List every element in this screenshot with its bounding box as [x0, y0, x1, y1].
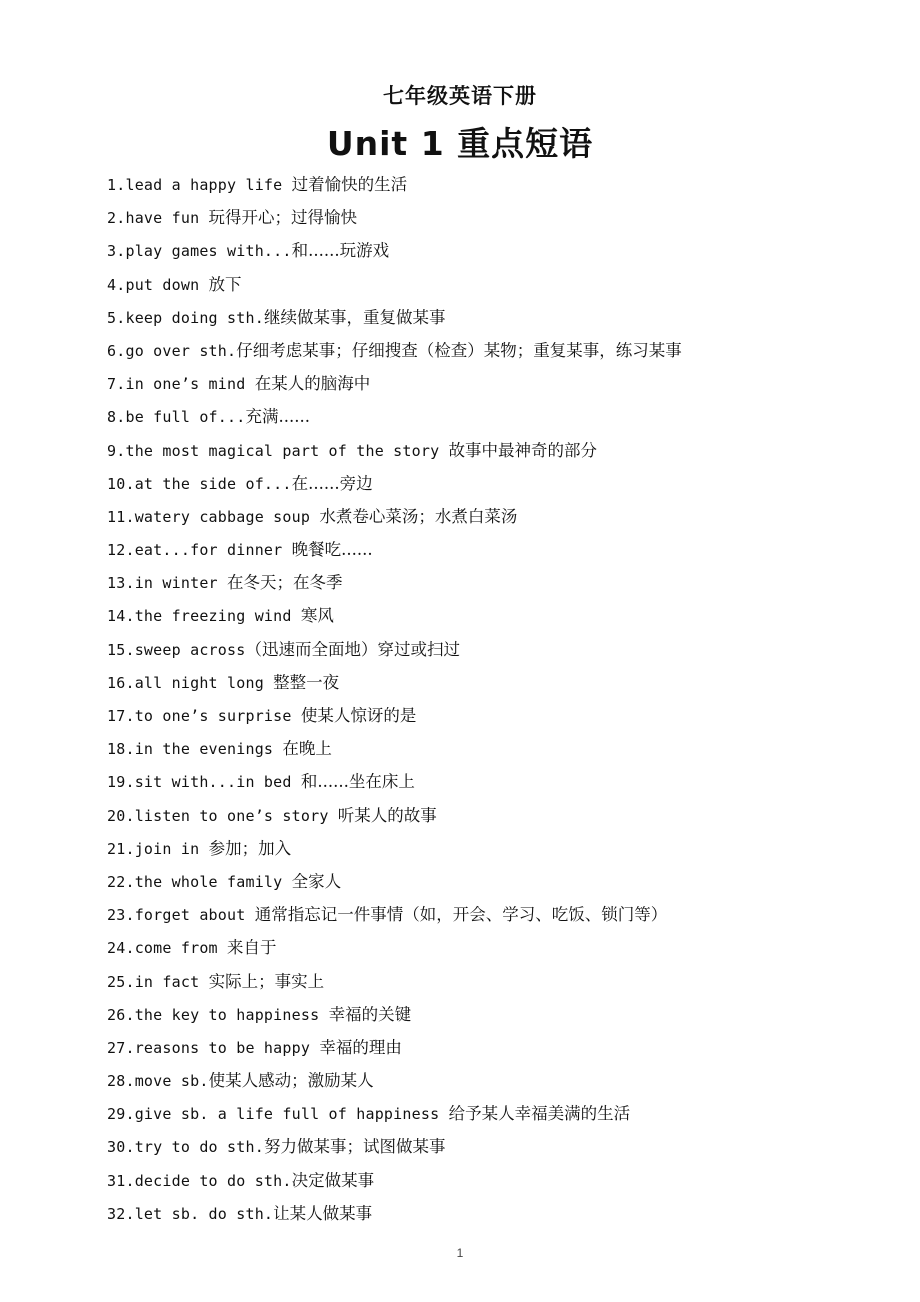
- phrase-english: join in: [134, 839, 209, 858]
- phrase-item: [107, 268, 887, 301]
- phrase-number: 30.: [107, 1138, 135, 1157]
- phrase-chinese: 整整一夜: [273, 672, 340, 692]
- phrase-english: give sb. a life full of happiness: [134, 1105, 449, 1124]
- phrase-number: 31.: [107, 1171, 135, 1190]
- phrase-number: 32.: [107, 1204, 135, 1223]
- phrase-chinese: 给予某人幸福美满的生活: [448, 1104, 631, 1124]
- phrase-english: have fun: [125, 209, 209, 228]
- phrase-item: [107, 434, 887, 467]
- phrase-english: move sb.: [134, 1072, 209, 1091]
- phrase-number: 21.: [107, 839, 135, 858]
- phrase-chinese: 使某人感动；激励某人: [208, 1071, 374, 1091]
- phrase-number: 22.: [107, 872, 135, 891]
- phrase-chinese: 在某人的脑海中: [254, 374, 371, 394]
- phrase-number: 16.: [107, 673, 135, 692]
- phrase-item: [107, 201, 887, 234]
- phrase-number: 14.: [107, 607, 135, 626]
- phrase-chinese: 仔细考虑某事；仔细搜查（检查）某物；重复某事，练习某事: [236, 340, 682, 360]
- phrase-number: 12.: [107, 541, 135, 560]
- phrase-english: sit with...in bed: [134, 773, 301, 792]
- phrase-chinese: （迅速而全面地）穿过或扫过: [245, 639, 460, 659]
- phrase-number: 27.: [107, 1038, 135, 1057]
- phrase-item: [107, 666, 887, 699]
- phrase-english: in the evenings: [134, 740, 283, 759]
- phrase-english: reasons to be happy: [134, 1038, 320, 1057]
- phrase-item: [107, 1130, 887, 1163]
- phrase-item: [107, 832, 887, 865]
- phrase-item: [107, 1064, 887, 1097]
- phrase-chinese: 参加；加入: [208, 838, 292, 858]
- phrase-english: the most magical part of the story: [125, 441, 449, 460]
- phrase-chinese: 使某人惊讶的是: [300, 706, 417, 725]
- phrase-chinese: 晚餐吃......: [291, 540, 373, 560]
- phrase-english: sweep across: [134, 640, 246, 659]
- phrase-list: [107, 168, 887, 1230]
- phrase-english: all night long: [134, 673, 274, 692]
- phrase-item: [107, 1031, 887, 1064]
- phrase-item: [107, 599, 887, 632]
- phrase-item: [107, 765, 887, 798]
- phrase-chinese: 努力做某事；试图做某事: [263, 1137, 446, 1157]
- phrase-number: 3.: [107, 242, 126, 261]
- phrase-chinese: 寒风: [300, 606, 334, 626]
- phrase-number: 10.: [107, 474, 135, 493]
- phrase-english: in fact: [134, 972, 209, 991]
- phrase-number: 17.: [107, 707, 135, 725]
- phrase-english: the freezing wind: [134, 607, 301, 626]
- phrase-number: 15.: [107, 640, 135, 659]
- phrase-chinese: 幸福的关键: [328, 1004, 412, 1024]
- phrase-number: 25.: [107, 972, 135, 991]
- phrase-number: 1.: [107, 176, 126, 194]
- phrase-english: try to do sth.: [134, 1138, 264, 1157]
- phrase-number: 19.: [107, 773, 135, 792]
- phrase-chinese: 来自于: [227, 938, 277, 958]
- phrase-chinese: 水煮卷心菜汤；水煮白菜汤: [319, 506, 518, 526]
- phrase-english: the whole family: [134, 872, 292, 891]
- phrase-item: [107, 467, 887, 500]
- phrase-english: in winter: [134, 574, 228, 593]
- phrase-chinese: 继续做某事，重复做某事: [263, 307, 446, 327]
- phrase-english: go over sth.: [125, 341, 237, 360]
- phrase-chinese: 和......坐在床上: [300, 772, 415, 792]
- phrase-item: [107, 633, 887, 666]
- phrase-number: 6.: [107, 341, 126, 360]
- phrase-chinese: 在晚上: [282, 739, 332, 759]
- phrase-english: forget about: [134, 906, 255, 925]
- phrase-number: 2.: [107, 209, 126, 228]
- phrase-item: [107, 400, 887, 433]
- phrase-item: [107, 931, 887, 964]
- phrase-chinese: 在冬天；在冬季: [227, 573, 343, 593]
- phrase-item: [107, 234, 887, 267]
- phrase-item: [107, 998, 887, 1031]
- phrase-english: to one’s surprise: [134, 707, 301, 725]
- phrase-english: lead a happy life: [125, 176, 292, 194]
- phrase-item: [107, 533, 887, 566]
- phrase-number: 4.: [107, 275, 126, 294]
- phrase-english: let sb. do sth.: [134, 1204, 274, 1223]
- phrase-number: 26.: [107, 1005, 135, 1024]
- page-number: 1: [456, 1246, 464, 1260]
- phrase-item: [107, 898, 887, 931]
- phrase-item: [107, 1164, 887, 1197]
- phrase-english: keep doing sth.: [125, 308, 264, 327]
- phrase-english: watery cabbage soup: [134, 507, 320, 526]
- phrase-number: 11.: [107, 507, 135, 526]
- phrase-item: [107, 500, 887, 533]
- phrase-chinese: 实际上；事实上: [208, 971, 325, 991]
- phrase-chinese: 通常指忘记一件事情（如，开会、学习、吃饭、锁门等）: [254, 905, 668, 925]
- phrase-item: [107, 1097, 887, 1130]
- phrase-chinese: 全家人: [291, 871, 342, 891]
- phrase-item: [107, 965, 887, 998]
- phrase-english: eat...for dinner: [134, 541, 292, 560]
- phrase-english: put down: [125, 275, 209, 294]
- phrase-english: come from: [134, 939, 228, 958]
- phrase-chinese: 幸福的理由: [319, 1037, 402, 1057]
- phrase-number: 18.: [107, 740, 135, 759]
- phrase-item: [107, 334, 887, 367]
- phrase-number: 9.: [107, 441, 126, 460]
- phrase-english: decide to do sth.: [134, 1171, 292, 1190]
- phrase-english: in one’s mind: [125, 375, 255, 394]
- phrase-number: 20.: [107, 806, 135, 825]
- phrase-item: [107, 301, 887, 334]
- phrase-item: [107, 699, 887, 732]
- phrase-english: listen to one’s story: [134, 806, 338, 825]
- phrase-number: 13.: [107, 574, 135, 593]
- phrase-chinese: 在......旁边: [291, 473, 373, 493]
- phrase-chinese: 玩得开心；过得愉快: [208, 208, 358, 228]
- phrase-chinese: 充满......: [245, 407, 310, 427]
- phrase-number: 7.: [107, 375, 126, 394]
- phrase-english: at the side of...: [134, 474, 292, 493]
- phrase-chinese: 和......玩游戏: [291, 241, 390, 261]
- phrase-item: [107, 168, 887, 201]
- phrase-number: 24.: [107, 939, 135, 958]
- phrase-item: [107, 566, 887, 599]
- phrase-number: 8.: [107, 408, 126, 427]
- phrase-chinese: 听某人的故事: [337, 805, 437, 825]
- phrase-chinese: 故事中最神奇的部分: [448, 440, 598, 460]
- phrase-number: 5.: [107, 308, 126, 327]
- phrase-english: the key to happiness: [134, 1005, 329, 1024]
- document-subtitle: 七年级英语下册: [383, 84, 537, 108]
- phrase-chinese: 过着愉快的生活: [291, 175, 408, 194]
- phrase-chinese: 让某人做某事: [273, 1203, 373, 1223]
- phrase-item: [107, 799, 887, 832]
- phrase-item: [107, 367, 887, 400]
- phrase-number: 23.: [107, 906, 135, 925]
- phrase-item: [107, 732, 887, 765]
- phrase-item: [107, 865, 887, 898]
- phrase-number: 28.: [107, 1072, 135, 1091]
- phrase-chinese: 决定做某事: [291, 1170, 375, 1190]
- phrase-chinese: 放下: [208, 274, 242, 294]
- phrase-item: [107, 1197, 887, 1230]
- phrase-english: be full of...: [125, 408, 246, 427]
- phrase-english: play games with...: [125, 242, 292, 261]
- document-title: Unit 1 重点短语: [326, 124, 594, 163]
- phrase-number: 29.: [107, 1105, 135, 1124]
